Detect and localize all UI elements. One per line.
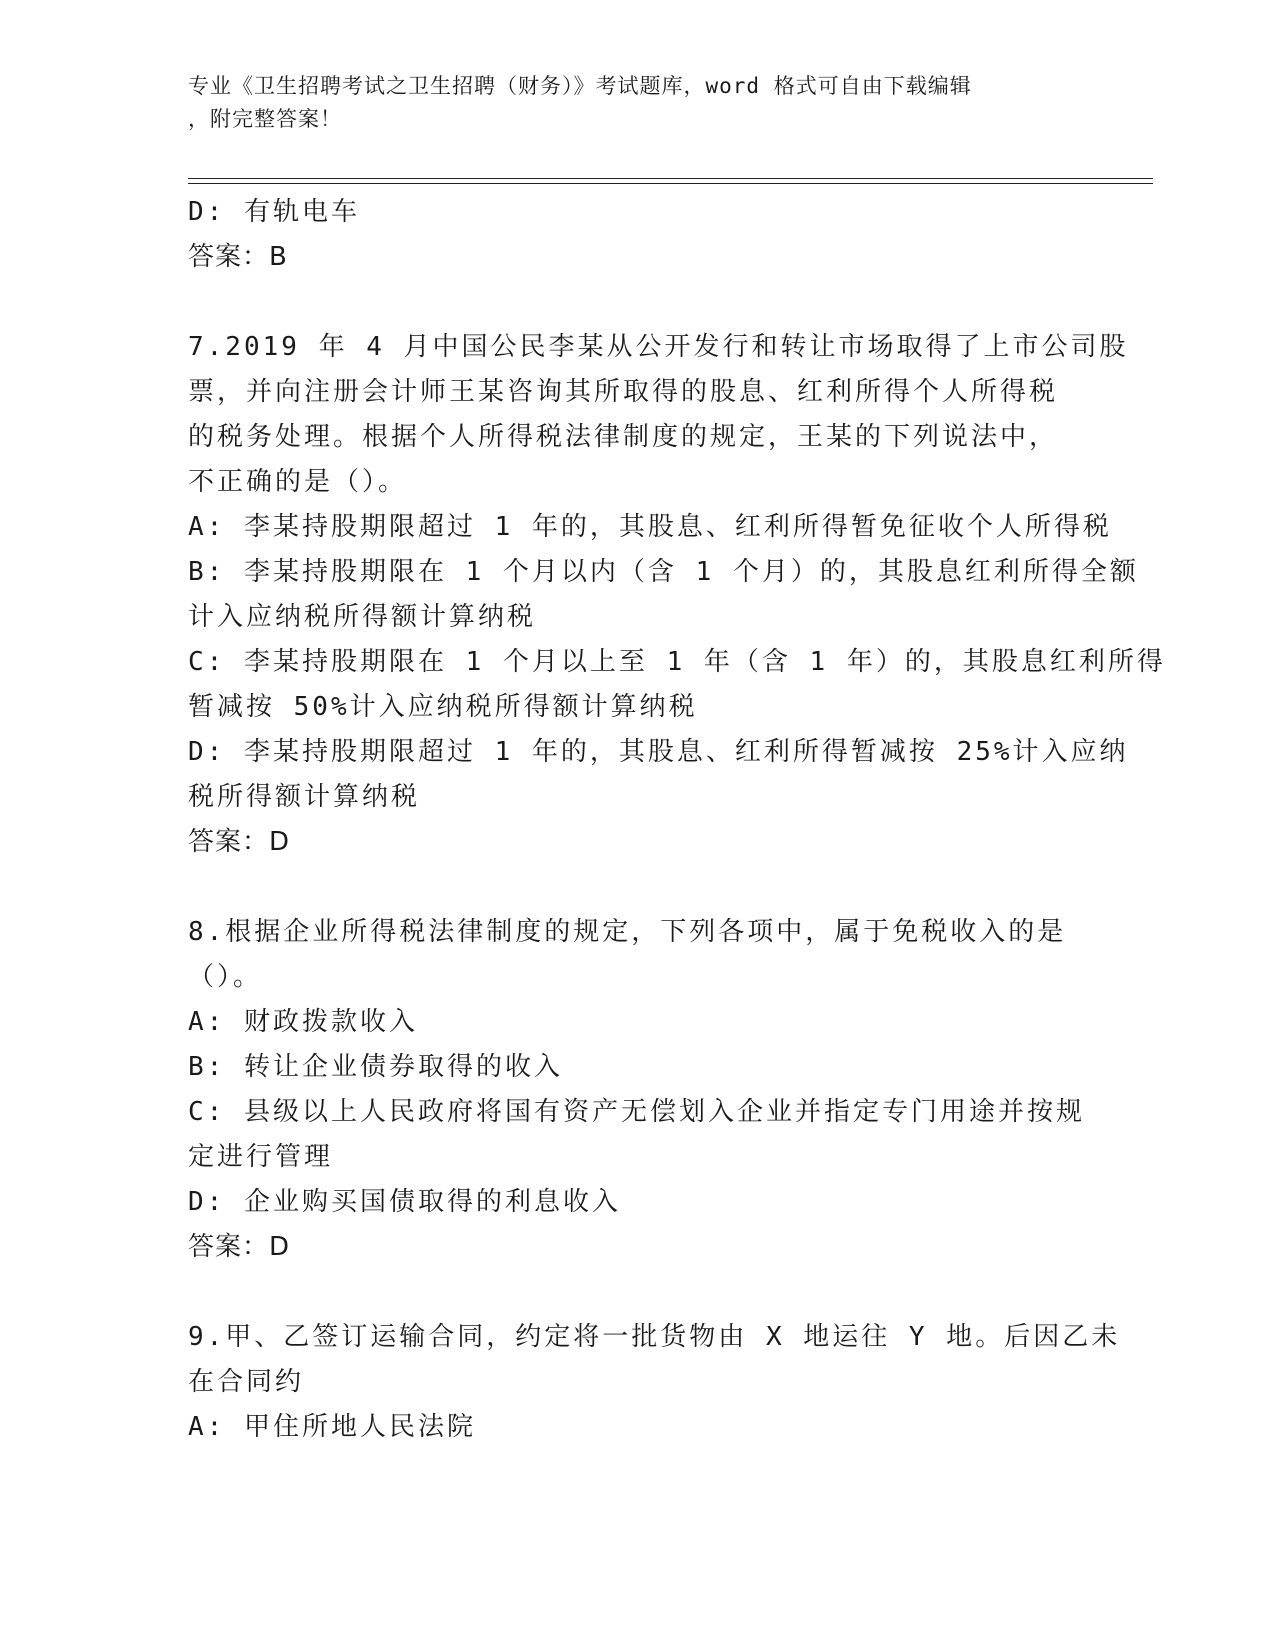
- q8-stem-line: （）。: [188, 962, 263, 992]
- prev-answer: 答案：B: [188, 242, 288, 272]
- question-9: [188, 1315, 1121, 1450]
- q7-option-c-cont: 暂减按 50%计入应纳税所得额计算纳税: [188, 692, 698, 722]
- header-divider-top: [188, 178, 1153, 179]
- document-header: [188, 70, 1068, 136]
- q8-option-d: D: 企业购买国债取得的利息收入: [188, 1187, 621, 1217]
- q7-stem-line: 7.2019 年 4 月中国公民李某从公开发行和转让市场取得了上市公司股: [188, 332, 1129, 362]
- q7-option-b-cont: 计入应纳税所得额计算纳税: [188, 602, 537, 632]
- spacer: [188, 865, 1088, 910]
- q8-option-c-cont: 定进行管理: [188, 1142, 334, 1172]
- question-8: [188, 910, 1088, 1270]
- q8-answer: 答案：D: [188, 1232, 291, 1262]
- q7-answer: 答案：D: [188, 827, 291, 857]
- q9-option-a: A: 甲住所地人民法院: [188, 1412, 476, 1442]
- q7-stem-line: 的税务处理。根据个人所得税法律制度的规定，王某的下列说法中，: [188, 422, 1059, 452]
- q9-stem-line: 9.甲、乙签订运输合同，约定将一批货物由 X 地运往 Y 地。后因乙未: [188, 1322, 1121, 1352]
- q7-option-a: A: 李某持股期限超过 1 年的，其股息、红利所得暂免征收个人所得税: [188, 512, 1112, 542]
- q7-option-d: D: 李某持股期限超过 1 年的，其股息、红利所得暂减按 25%计入应纳: [188, 737, 1129, 767]
- header-divider-bottom: [188, 183, 1153, 184]
- header-line-2: ，附完整答案！: [188, 107, 342, 131]
- document-body: [188, 190, 1166, 1450]
- q7-stem-line: 不正确的是（）。: [188, 467, 408, 497]
- q7-option-d-cont: 税所得额计算纳税: [188, 782, 421, 812]
- q9-stem-line: 在合同约: [188, 1367, 305, 1397]
- q8-stem-line: 8.根据企业所得税法律制度的规定，下列各项中，属于免税收入的是: [188, 917, 1067, 947]
- spacer: [188, 280, 1088, 325]
- spacer: [188, 1270, 1088, 1315]
- q8-option-b: B: 转让企业债券取得的收入: [188, 1052, 563, 1082]
- q8-option-c: C: 县级以上人民政府将国有资产无偿划入企业并指定专门用途并按规: [188, 1097, 1085, 1127]
- q7-stem-line: 票，并向注册会计师王某咨询其所取得的股息、红利所得个人所得税: [188, 377, 1059, 407]
- q7-option-c: C: 李某持股期限在 1 个月以上至 1 年（含 1 年）的，其股息红利所得: [188, 647, 1166, 677]
- prev-option-d: D: 有轨电车: [188, 197, 360, 227]
- header-line-1: 专业《卫生招聘考试之卫生招聘（财务）》考试题库，word 格式可自由下载编辑: [188, 74, 972, 98]
- q8-option-a: A: 财政拨款收入: [188, 1007, 418, 1037]
- question-7: [188, 325, 1166, 865]
- q7-option-b: B: 李某持股期限在 1 个月以内（含 1 个月）的，其股息红利所得全额: [188, 557, 1139, 587]
